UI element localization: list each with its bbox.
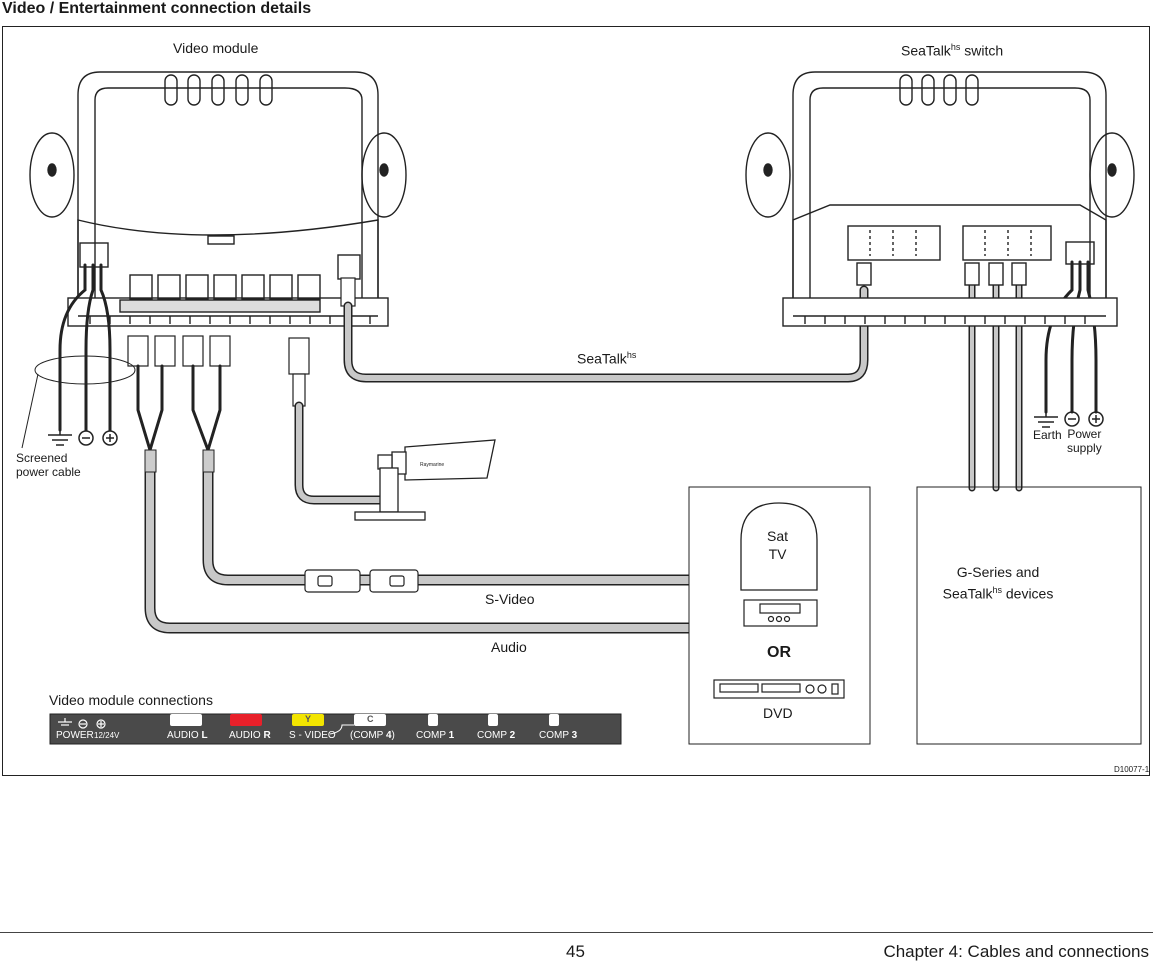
camera-icon — [355, 440, 495, 520]
earth-symbol-right — [1034, 412, 1058, 427]
chapter-title: Chapter 4: Cables and connections — [883, 942, 1149, 961]
connections-title: Video module connections — [49, 692, 213, 708]
power-line2: supply — [1067, 441, 1102, 455]
power-supply-label — [1067, 427, 1102, 455]
seatalk-switch-unit — [746, 72, 1134, 326]
strip-comp1-bold: 1 — [448, 730, 455, 741]
page-number: 45 — [566, 942, 585, 961]
seatalk-switch-suffix: switch — [960, 42, 1004, 59]
strip-voltage: 12/24V — [94, 731, 120, 740]
seatalk-cable-prefix: SeaTalk — [577, 350, 627, 367]
svideo-label: S-Video — [485, 591, 535, 607]
seatalk-switch-prefix: SeaTalk — [901, 42, 951, 59]
strip-power: POWER — [56, 730, 94, 741]
strip-comp3-bold: 3 — [571, 730, 578, 741]
sat-tv-label — [767, 527, 788, 563]
seatalk-cable-sup: hs — [626, 350, 637, 360]
seatalk-cable-label — [577, 350, 636, 367]
video-module-label: Video module — [173, 40, 259, 56]
dvd-player-icon — [714, 680, 844, 698]
strip-comp4 — [350, 730, 395, 741]
sat-receiver-icon — [744, 600, 817, 626]
seatalk-switch-sup: hs — [950, 42, 961, 52]
screened-line1: Screened — [16, 451, 68, 465]
strip-svideo: S - VIDEO — [289, 730, 336, 741]
strip-c-tab: C — [367, 714, 374, 724]
strip-audio-r — [229, 730, 271, 741]
strip-y-tab: Y — [305, 714, 312, 724]
strip-comp2-bold: 2 — [509, 730, 516, 741]
dvd-label: DVD — [763, 705, 793, 721]
earth-label: Earth — [1033, 428, 1062, 442]
power-line1: Power — [1067, 427, 1102, 441]
camera-brand-text: Raymarine — [420, 462, 445, 468]
footer-rule — [0, 932, 1153, 933]
strip-comp4-bold: 4 — [385, 730, 392, 741]
sat-line2: TV — [768, 546, 787, 562]
strip-comp4-prefix: (COMP — [350, 730, 386, 741]
gseries-box — [917, 487, 1141, 744]
sat-line1: Sat — [767, 528, 789, 544]
strip-comp1-prefix: COMP — [416, 730, 449, 741]
plus-icon-left — [103, 431, 117, 445]
gseries-label — [930, 563, 1066, 603]
strip-audio-l — [167, 730, 208, 741]
gseries-line2-suffix: devices — [1001, 585, 1054, 602]
or-label: OR — [767, 644, 791, 661]
strip-audio-l-prefix: AUDIO — [167, 730, 202, 741]
gseries-line1: G-Series and — [956, 564, 1040, 580]
strip-comp1 — [416, 730, 454, 741]
drawing-id: D10077-1 — [1114, 765, 1150, 774]
strip-comp4-suffix: ) — [391, 730, 395, 741]
seatalk-switch-label — [901, 42, 1003, 59]
strip-comp2 — [477, 730, 515, 741]
screened-line2: power cable — [16, 465, 81, 479]
audio-label: Audio — [491, 639, 527, 655]
plus-icon-right — [1089, 412, 1103, 426]
strip-plus-icon — [97, 720, 105, 728]
strip-comp3 — [539, 730, 577, 741]
gseries-line2-sup: hs — [992, 585, 1002, 595]
strip-comp2-prefix: COMP — [477, 730, 510, 741]
gseries-line2-prefix: SeaTalk — [942, 585, 993, 602]
strip-audio-r-bold: R — [263, 730, 271, 741]
screened-cable-label — [16, 451, 81, 479]
earth-symbol-left — [48, 430, 72, 445]
minus-icon-right — [1065, 412, 1079, 426]
page-title: Video / Entertainment connection details — [2, 0, 312, 17]
minus-icon-left — [79, 431, 93, 445]
strip-audio-l-bold: L — [201, 730, 208, 741]
strip-audio-r-prefix: AUDIO — [229, 730, 264, 741]
strip-comp3-prefix: COMP — [539, 730, 572, 741]
gseries-line2 — [930, 581, 1066, 603]
screened-cable-marker — [22, 356, 135, 448]
